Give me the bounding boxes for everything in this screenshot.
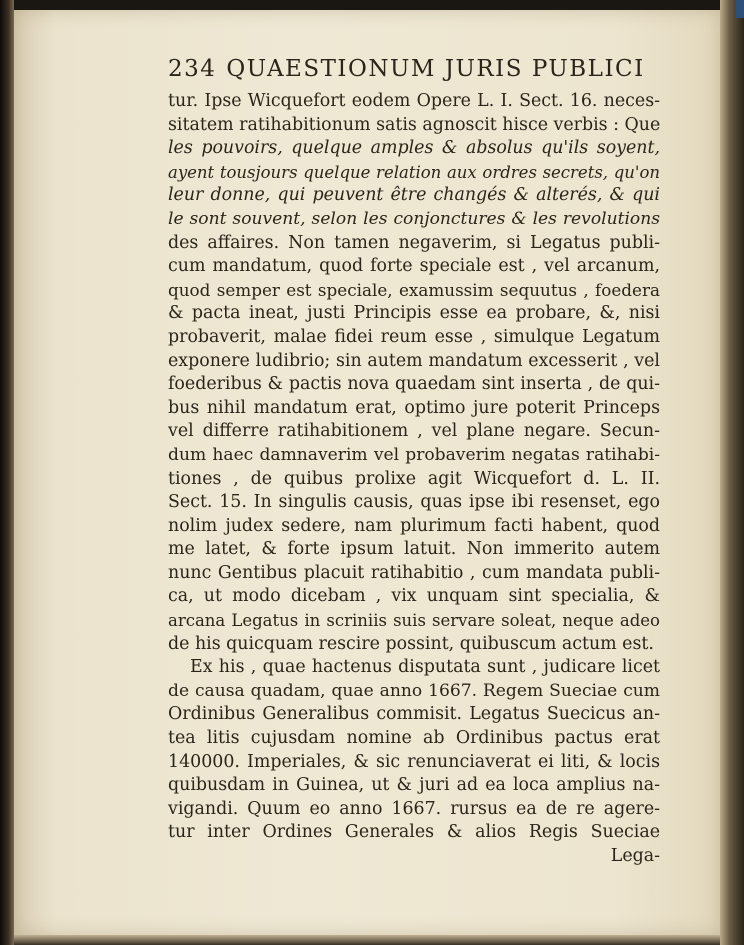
- catchword: Lega-: [610, 846, 660, 866]
- text-line: leur donne, qui peuvent être changés & alterés, & qui: [168, 185, 660, 206]
- text-line: les pouvoirs, quelque amples & absolus qu'ils soyent,: [168, 138, 660, 159]
- text-line: Ordinibus Generalibus commisit. Legatus Suecicus an-: [168, 704, 660, 725]
- text-line: ayent tousjours quelque relation aux ordres secrets, qu'on: [168, 162, 660, 182]
- text-line: de causa quadam, quae anno 1667. Regem Sueciae cum: [168, 680, 660, 701]
- text-line: arcana Legatus in scriniis suis servare soleat, neque adeo: [168, 611, 660, 631]
- text-line: vigandi. Quum eo anno 1667. rursus ea de re agere-: [168, 798, 660, 819]
- text-line: nolim judex sedere, nam plurimum facti habent, quod: [168, 515, 660, 536]
- page-fore-edge: [720, 0, 744, 945]
- page-number: 234: [168, 56, 217, 82]
- text-line: nunc Gentibus placuit ratihabitio , cum mandata publi-: [168, 562, 660, 583]
- text-line: exponere ludibrio; sin autem mandatum excesserit , vel: [168, 350, 660, 371]
- text-line: probaverit, malae fidei reum esse , simulque Legatum: [168, 326, 660, 347]
- text-line: dum haec damnaverim vel probaverim negatas ratihabi-: [168, 444, 660, 465]
- text-line: de his quicquam rescire possint, quibuscum actum est.: [168, 633, 654, 654]
- text-line: bus nihil mandatum erat, optimo jure poterit Princeps: [168, 397, 660, 418]
- page-bottom-edge: [14, 935, 720, 945]
- text-line: cum mandatum, quod forte speciale est , vel arcanum,: [168, 256, 660, 277]
- text-line: me latet, & forte ipsum latuit. Non immerito autem: [168, 539, 660, 560]
- running-head-title: QUAESTIONUM JURIS PUBLICI: [226, 56, 645, 82]
- text-line: 140000. Imperiales, & sic renunciaverat ei liti, & locis: [168, 751, 660, 772]
- text-line: tur. Ipse Wicquefort eodem Opere L. I. Sect. 16. neces-: [168, 91, 660, 111]
- text-line: sitatem ratihabitionum satis agnoscit hisce verbis : Que: [168, 114, 660, 135]
- text-line: quod semper est speciale, examussim sequutus , foedera: [168, 279, 660, 300]
- text-line: quibusdam in Guinea, ut & juri ad ea loca amplius na-: [168, 775, 660, 796]
- text-line: tur inter Ordines Generales & alios Regis Sueciae: [168, 822, 660, 843]
- text-line: vel differre ratihabitionem , vel plane negare. Secun-: [168, 421, 660, 442]
- text-line: ca, ut modo dicebam , vix unquam sint specialia, &: [168, 586, 660, 607]
- blue-marker: [736, 0, 744, 18]
- text-line: Sect. 15. In singulis causis, quas ipse ibi resenset, ego: [168, 492, 660, 513]
- text-line: tiones , de quibus prolixe agit Wicquefort d. L. II.: [168, 468, 660, 489]
- text-line: des affaires. Non tamen negaverim, si Legatus publi-: [168, 232, 660, 253]
- text-line: tea litis cujusdam nomine ab Ordinibus pactus erat: [168, 728, 660, 749]
- text-line: & pacta ineat, justi Principis esse ea probare, &, nisi: [168, 303, 660, 324]
- running-head: [168, 56, 648, 90]
- text-line: Ex his , quae hactenus disputata sunt , judicare licet: [190, 657, 660, 678]
- text-line: le sont souvent, selon les conjonctures & les revolutions: [168, 208, 660, 229]
- body-text: [168, 90, 660, 869]
- book-spine-edge: [0, 0, 14, 945]
- text-line: foederibus & pactis nova quaedam sint inserta , de qui-: [168, 374, 660, 395]
